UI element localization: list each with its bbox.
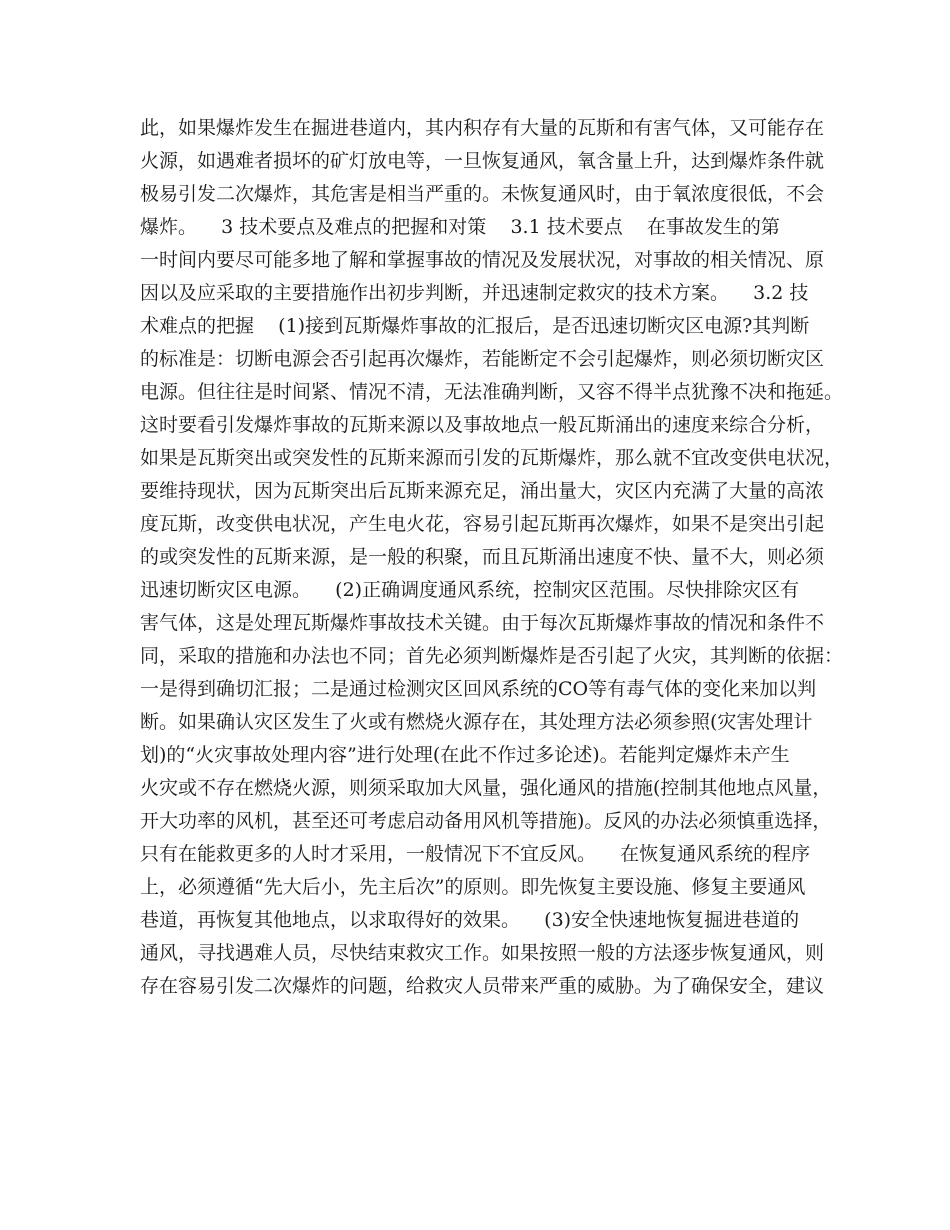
text-line: 巷道，再恢复其他地点，以求取得好的效果。 (3)安全快速地恢复掘进巷道的 [140,909,800,931]
text-line: 一是得到确切汇报；二是通过检测灾区回风系统的CO等有毒气体的变化来加以判 [140,678,817,700]
text-line: 要维持现状，因为瓦斯突出后瓦斯来源充足，涌出量大，灾区内充满了大量的高浓 [140,480,825,502]
text-line: 上，必须遵循“先大后小，先主后次”的原则。即先恢复主要设施、修复主要通风 [140,876,806,898]
body-text [140,112,844,1003]
text-line: 的或突发性的瓦斯来源，是一般的积聚，而且瓦斯涌出速度不快、量不大，则必须 [140,546,825,568]
text-line: 断。如果确认灾区发生了火或有燃烧火源存在，其处理方法必须参照(灾害处理计 [140,711,813,733]
text-line: 电源。但往往是时间紧、情况不清，无法准确判断，又容不得半点犹豫不决和拖延。 [140,381,844,403]
text-line: 同，采取的措施和办法也不同；首先必须判断爆炸是否引起了火灾，其判断的依据： [140,645,844,667]
text-line: 此，如果爆炸发生在掘进巷道内，其内积存有大量的瓦斯和有害气体，又可能存在 [140,117,825,139]
text-line: 一时间内要尽可能多地了解和掌握事故的情况及发展状况，对事故的相关情况、原 [140,249,825,271]
text-line: 火源，如遇难者损坏的矿灯放电等，一旦恢复通风，氧含量上升，达到爆炸条件就 [140,150,825,172]
text-line: 划)的“火灾事故处理内容”进行处理(在此不作过多论述)。若能判定爆炸未产生 [140,744,790,766]
text-line: 极易引发二次爆炸，其危害是相当严重的。未恢复通风时，由于氧浓度很低，不会 [140,183,825,205]
text-line: 火灾或不存在燃烧火源，则须采取加大风量，强化通风的措施(控制其他地点风量， [140,777,832,799]
text-line: 迅速切断灾区电源。 (2)正确调度通风系统，控制灾区范围。尽快排除灾区有 [140,579,800,601]
text-line: 害气体，这是处理瓦斯爆炸事故技术关键。由于每次瓦斯爆炸事故的情况和条件不 [140,612,825,634]
text-line: 开大功率的风机，甚至还可考虑启动备用风机等措施)。反风的办法必须慎重选择， [140,810,832,832]
text-line: 因以及应采取的主要措施作出初步判断，并迅速制定救灾的技术方案。 3.2 技 [140,282,809,304]
text-line: 度瓦斯，改变供电状况，产生电火花，容易引起瓦斯再次爆炸，如果不是突出引起 [140,513,825,535]
text-line: 术难点的把握 (1)接到瓦斯爆炸事故的汇报后，是否迅速切断灾区电源?其判断 [140,315,810,337]
text-line: 如果是瓦斯突出或突发性的瓦斯来源而引发的瓦斯爆炸，那么就不宜改变供电状况， [140,447,844,469]
text-line: 的标准是：切断电源会否引起再次爆炸，若能断定不会引起爆炸，则必须切断灾区 [140,348,825,370]
text-line: 只有在能救更多的人时才采用，一般情况下不宜反风。 在恢复通风系统的程序 [140,843,811,865]
text-line: 通风，寻找遇难人员，尽快结束救灾工作。如果按照一般的方法逐步恢复通风，则 [140,942,825,964]
text-line: 存在容易引发二次爆炸的问题，给救灾人员带来严重的威胁。为了确保安全，建议 [140,975,825,997]
text-line: 这时要看引发爆炸事故的瓦斯来源以及事故地点一般瓦斯涌出的速度来综合分析， [140,414,825,436]
text-line: 爆炸。 3 技术要点及难点的把握和对策 3.1 技术要点 在事故发生的第 [140,216,780,238]
